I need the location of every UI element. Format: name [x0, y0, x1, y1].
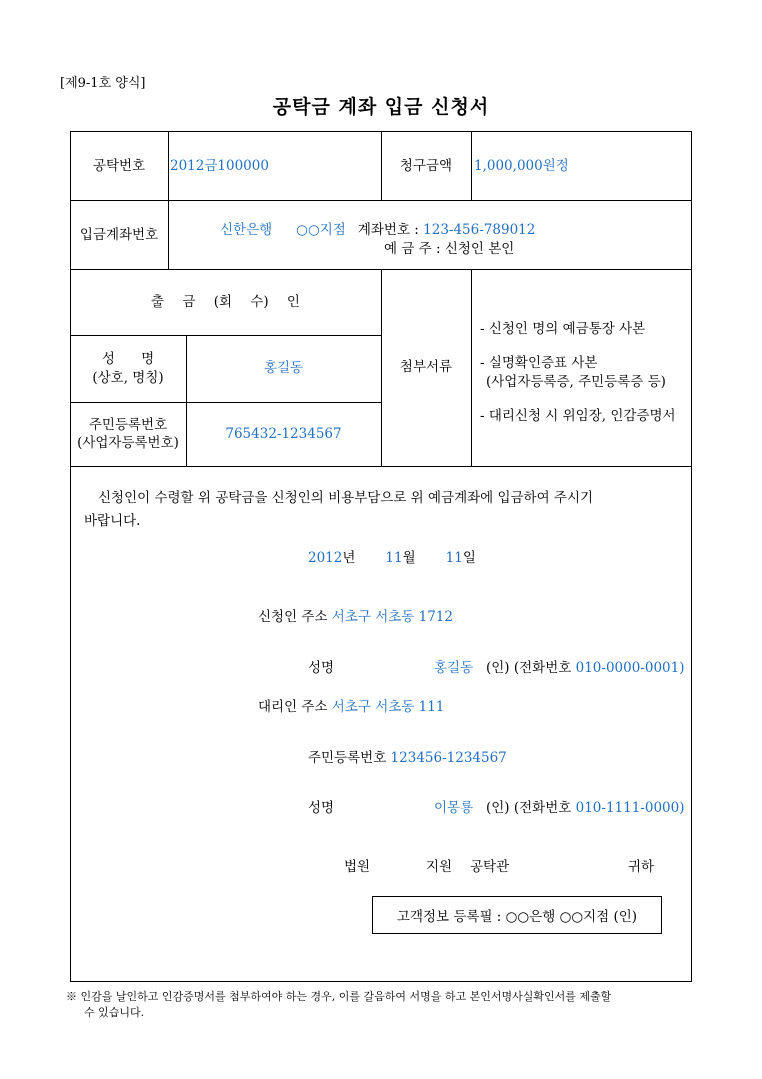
bank-name: 신한은행	[220, 222, 273, 238]
resident-label-line1: 주민등록번호	[88, 416, 168, 433]
agent-name-line	[434, 796, 684, 816]
court-officer-label: 공탁관	[470, 859, 510, 875]
attachment-item: (사업자등록증, 주민등록증 등)	[486, 374, 666, 390]
resident-no-value: 765432-1234567	[225, 425, 342, 442]
holder-label: 예 금 주 :	[384, 241, 441, 257]
account-no-label: 계좌번호 :	[357, 222, 419, 238]
claim-amount-label: 청구금액	[399, 157, 453, 174]
attachment-item: - 대리신청 시 위임장, 인감증명서	[480, 408, 676, 424]
form-title: 공탁금 계좌 입금 신청서	[272, 96, 490, 118]
applicant-name-label: 성명	[308, 660, 335, 676]
deposit-no-value: 2012금100000	[170, 157, 269, 174]
col-divider	[168, 131, 169, 269]
applicant-phone-label: (전화번호	[513, 660, 572, 676]
account-no-value: 123-456-789012	[423, 222, 536, 238]
name-label-line2: (상호, 명칭)	[92, 369, 164, 386]
agent-phone-label: (전화번호	[513, 800, 572, 816]
applicant-name-value: 홍길동	[434, 660, 474, 676]
name-label-line1: 성 명	[101, 351, 155, 368]
date-day-unit: 일	[462, 550, 476, 566]
account-line-1	[220, 218, 535, 238]
agent-seal: (인)	[486, 800, 510, 816]
name-value: 홍길동	[263, 360, 304, 377]
agent-resident-value: 123456-1234567	[390, 750, 507, 766]
holder-value: 신청인 본인	[444, 241, 515, 257]
agent-name-label: 성명	[308, 800, 335, 816]
court-branch-label: 지원	[426, 859, 453, 875]
agent-address-value: 서초구 서초동 111	[331, 699, 445, 715]
application-date	[308, 546, 476, 566]
form-number: [제9-1호 양식]	[60, 76, 146, 91]
applicant-address	[258, 605, 453, 625]
date-month-unit: 월	[402, 550, 416, 566]
request-line-2: 바랍니다.	[84, 513, 141, 529]
footnote-line-1: ※ 인감을 날인하고 인감증명서를 첨부하여야 하는 경우, 이를 갈음하여 서명을 하고 본인서명사실확인서를 제출할	[66, 990, 612, 1003]
name-label	[70, 335, 186, 402]
account-line-2	[384, 237, 514, 257]
date-month: 11	[385, 550, 403, 566]
agent-name-value: 이몽룡	[434, 800, 474, 816]
attachment-item: - 실명확인증표 사본	[480, 355, 598, 371]
payee-header: 출 금 (회 수) 인	[151, 294, 300, 311]
agent-resident	[308, 746, 507, 766]
agent-address	[258, 695, 444, 715]
attachment-item: - 신청인 명의 예금통장 사본	[480, 321, 646, 337]
applicant-address-label: 신청인 주소	[258, 609, 328, 625]
applicant-name-line	[434, 656, 684, 676]
date-day: 11	[445, 550, 463, 566]
col-divider	[471, 269, 472, 466]
claim-amount-value: 1,000,000원정	[474, 157, 569, 174]
request-line-1: 신청인이 수령할 위 공탁금을 신청인의 비용부담으로 위 예금계좌에 입금하여 주시기	[98, 490, 594, 506]
date-year-unit: 년	[342, 550, 356, 566]
applicant-seal: (인)	[486, 660, 510, 676]
date-year: 2012	[308, 550, 343, 566]
resident-no-label	[70, 402, 186, 466]
agent-phone-value: 010-1111-0000)	[575, 800, 685, 816]
applicant-phone-value: 010-0000-0001)	[575, 660, 685, 676]
resident-label-line2: (사업자등록번호)	[77, 435, 179, 451]
court-label: 법원	[344, 859, 371, 875]
footnote-line-2: 수 있습니다.	[84, 1006, 145, 1019]
deposit-no-label: 공탁번호	[92, 157, 146, 174]
attachments-label: 첨부서류	[399, 359, 453, 376]
account-label: 입금계좌번호	[79, 226, 159, 243]
customer-info-stamp: 고객정보 등록필 : ○○은행 ○○지점 (인)	[372, 896, 662, 934]
branch-name: ○○지점	[296, 222, 346, 238]
agent-address-label: 대리인 주소	[258, 699, 328, 715]
honorific: 귀하	[628, 859, 655, 875]
agent-resident-label: 주민등록번호	[308, 750, 387, 766]
col-divider	[471, 131, 472, 201]
applicant-address-value: 서초구 서초동 1712	[331, 609, 453, 625]
row-divider	[70, 466, 692, 467]
